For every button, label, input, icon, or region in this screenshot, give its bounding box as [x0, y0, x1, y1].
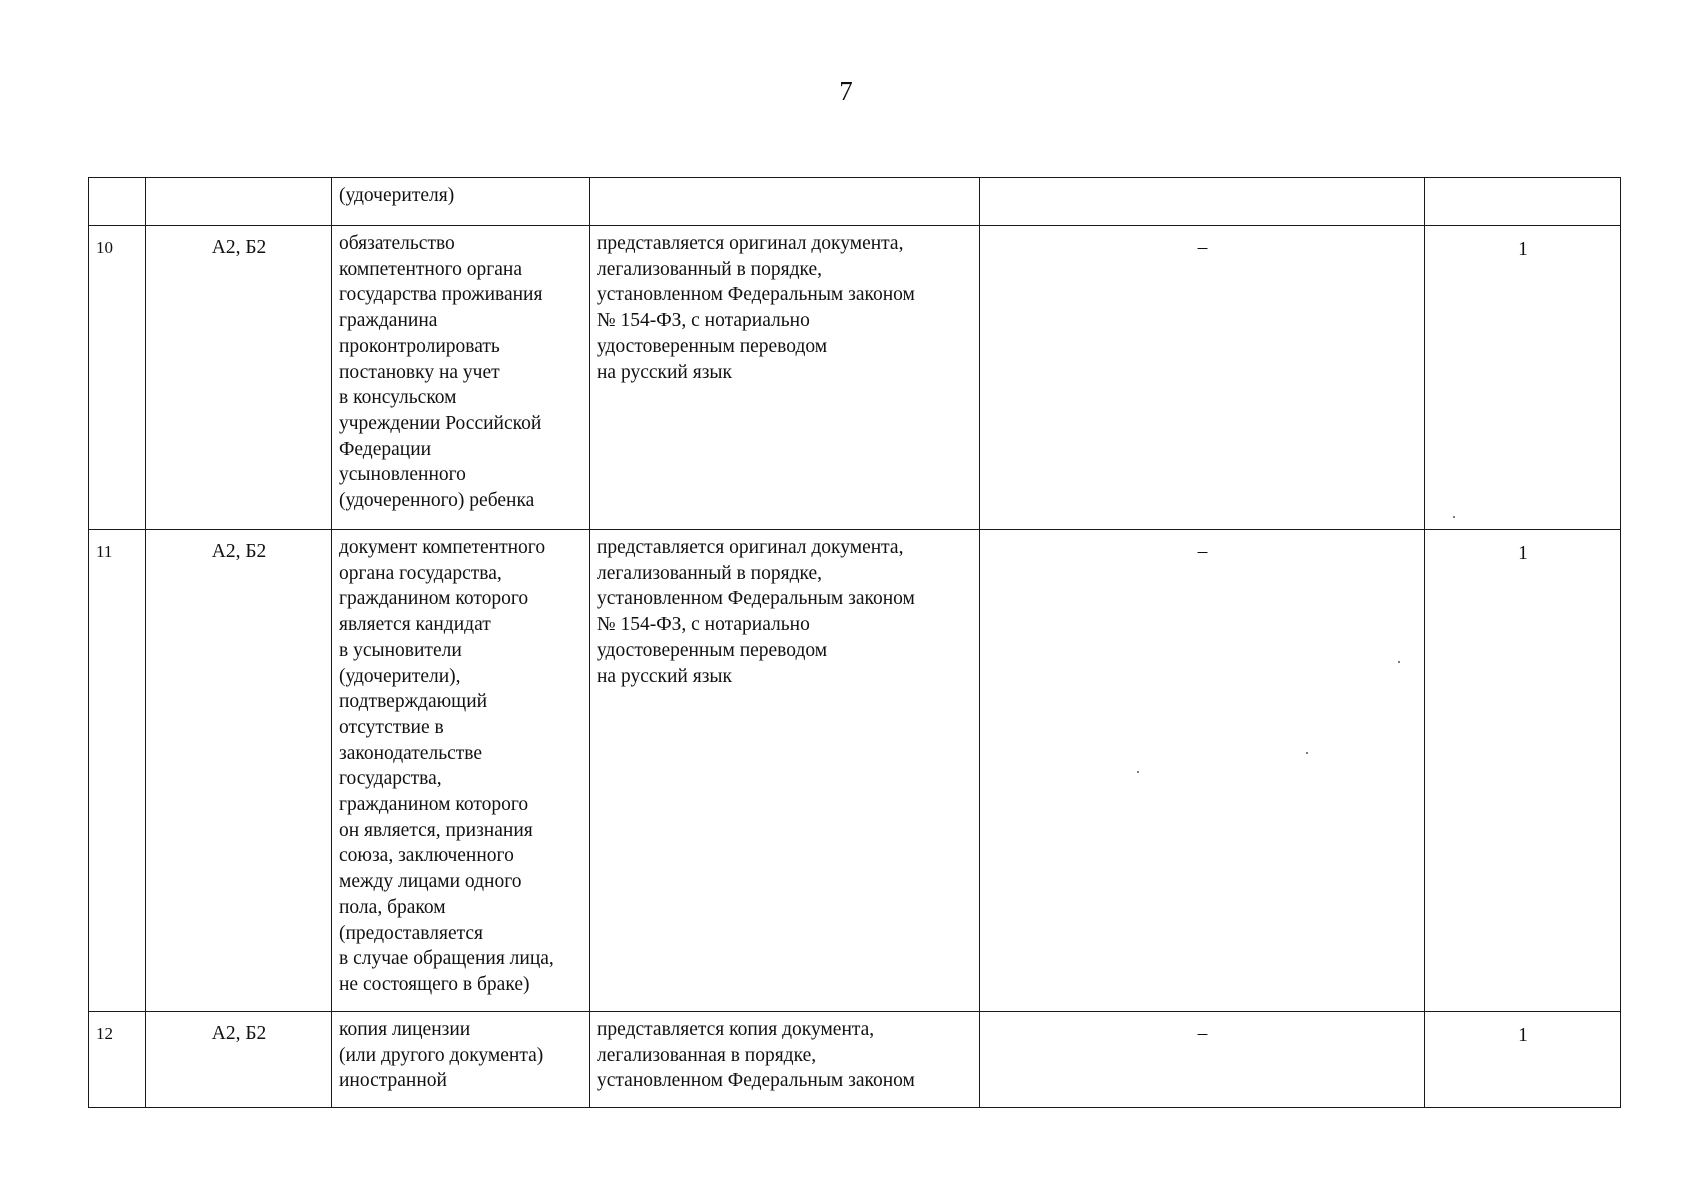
- row-number-cell: 12: [89, 1012, 146, 1108]
- document-name-cell: документ компетентного органа государства, гражданином которого является кандидат в усыновители (удочерители), подтверждающий отсутствие в законодательстве государства, гражданином которого он является, признания союза, заключенного между лицами одного пола, браком (предоставляется в случае обращения лица, не состоящего в браке): [332, 530, 590, 1012]
- page-number: 7: [839, 76, 853, 106]
- requirements-cell: представляется оригинал документа, легализованный в порядке, установленном Федеральным законом № 154-ФЗ, с нотариально удостоверенным переводом на русский язык: [590, 530, 980, 1012]
- document-name-cell: (удочерителя): [332, 178, 590, 226]
- document-name-cell: обязательство компетентного органа государства проживания гражданина проконтролировать постановку на учет в консульском учреждении Российской Федерации усыновленного (удочеренного) ребенка: [332, 226, 590, 530]
- scan-speck: [1306, 752, 1308, 754]
- table-row: [89, 226, 1621, 530]
- table-row-continuation: [89, 178, 1621, 226]
- row-number-cell: 11: [89, 530, 146, 1012]
- dash-cell: –: [980, 530, 1425, 1012]
- row-number-cell: 10: [89, 226, 146, 530]
- table-row: [89, 530, 1621, 1012]
- copies-count-cell: [1425, 178, 1621, 226]
- requirements-cell: представляется копия документа, легализованная в порядке, установленном Федеральным законом: [590, 1012, 980, 1108]
- document-table: [88, 177, 1621, 1108]
- scan-speck: [1453, 516, 1455, 518]
- document-name-cell: копия лицензии (или другого документа) иностранной: [332, 1012, 590, 1108]
- requirements-cell: представляется оригинал документа, легализованный в порядке, установленном Федеральным законом № 154-ФЗ, с нотариально удостоверенным переводом на русский язык: [590, 226, 980, 530]
- category-code-cell: А2, Б2: [146, 226, 332, 530]
- copies-count-cell: 1: [1425, 530, 1621, 1012]
- dash-cell: –: [980, 226, 1425, 530]
- dash-cell: [980, 178, 1425, 226]
- category-code-cell: А2, Б2: [146, 1012, 332, 1108]
- scan-speck: [1398, 661, 1400, 663]
- table-row: [89, 1012, 1621, 1108]
- copies-count-cell: 1: [1425, 226, 1621, 530]
- requirements-cell: [590, 178, 980, 226]
- category-code-cell: А2, Б2: [146, 530, 332, 1012]
- copies-count-cell: 1: [1425, 1012, 1621, 1108]
- dash-cell: –: [980, 1012, 1425, 1108]
- scan-speck: [1137, 771, 1139, 773]
- row-number-cell: [89, 178, 146, 226]
- category-code-cell: [146, 178, 332, 226]
